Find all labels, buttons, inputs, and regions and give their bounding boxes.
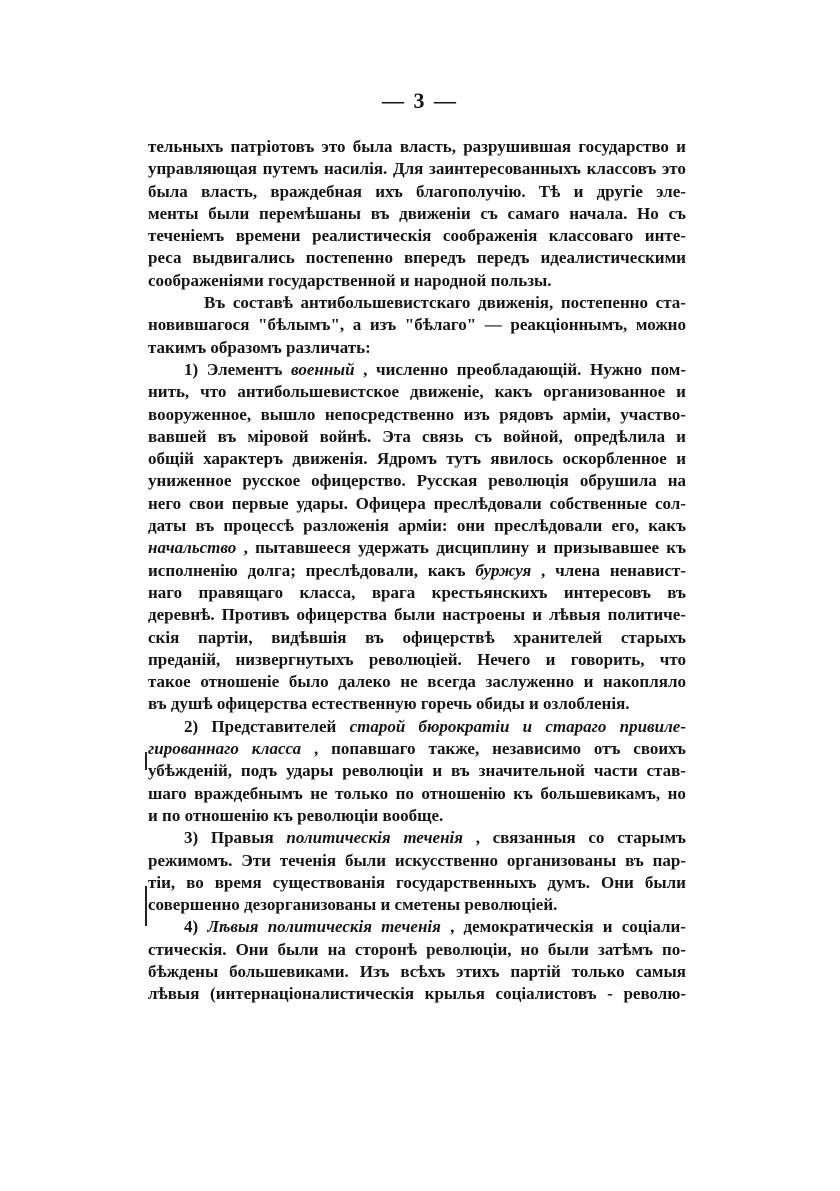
text-line: Въ составѣ антибольшевистскаго движенія, постепенно ста- [204, 293, 686, 313]
text-line: униженное русское офицерство. Русская революція обрушила на [148, 471, 686, 491]
page-number: — 3 — [382, 88, 458, 113]
text-line: шаго враждебнымъ не только по отношенію къ большевикамъ, но [148, 783, 686, 803]
text-line: 3) Правыя политическія теченія , связанныя со старымъ [184, 828, 686, 848]
text-line: него свои первые удары. Офицера преслѣдовали собственные сол- [148, 493, 686, 513]
text-line: такимъ образомъ различать: [148, 337, 371, 357]
text-line: убѣжденій, подъ удары революціи и въ значительной части став- [148, 761, 686, 781]
text-line: въ душѣ офицерства естественную горечь обиды и озлобленія. [148, 694, 630, 714]
margin-mark [145, 752, 147, 770]
text-line: была власть, враждебная ихъ благополучію. Тѣ и другіе эле- [148, 181, 686, 201]
text-line: деревнѣ. Противъ офицерства были настроены и лѣвыя политиче- [148, 605, 686, 625]
text-line: вавшей въ міровой войнѣ. Эта связь съ войной, опредѣлила и [148, 426, 686, 446]
text-line: 2) Представителей старой бюрократіи и стараго привиле- [184, 716, 686, 736]
text-line: скія партіи, видѣвшія въ офицерствѣ хранителей старыхъ [148, 627, 686, 647]
text-line: даты въ процессѣ разложенія арміи: они преслѣдовали его, какъ [148, 516, 686, 536]
text-line: общій характеръ движенія. Ядромъ тутъ явилось оскорбленное и [148, 449, 686, 469]
text-line: и по отношенію къ революціи вообще. [148, 805, 444, 825]
text-line: наго правящаго класса, врага крестьянскихъ интересовъ въ [148, 582, 686, 602]
text-line: такое отношеніе было далеко не всегда заслуженно и накопляло [148, 672, 686, 692]
text-line: соображеніями государственной и народной пользы. [148, 270, 552, 290]
text-line: гированнаго класса , попавшаго также, независимо отъ своихъ [148, 739, 686, 759]
text-line: стическія. Они были на сторонѣ революціи, но были затѣмъ по- [148, 939, 686, 959]
text-line: совершенно дезорганизованы и сметены революціей. [148, 895, 558, 915]
text-line: преданій, низвергнутыхъ революціей. Нечего и говорить, что [148, 649, 686, 669]
text-line: начальство , пытавшееся удержать дисциплину и призывавшее къ [148, 538, 686, 558]
text-line: вооруженное, вышло непосредственно изъ рядовъ арміи, участво- [148, 404, 686, 424]
text-line: тіи, во время существованія государственныхъ думъ. Они были [148, 872, 686, 892]
text-line: новившагося "бѣлымъ", а изъ "бѣлаго" — реакціоннымъ, можно [148, 315, 686, 335]
text-line: 1) Элементъ военный , численно преобладающій. Нужно пом- [184, 359, 686, 379]
text-line: управляющая путемъ насилія. Для заинтересованныхъ классовъ это [148, 159, 686, 179]
text-line: теченіемъ времени реалистическія соображенія классоваго инте- [148, 226, 686, 246]
margin-mark [145, 886, 147, 926]
text-line: нить, что антибольшевистское движеніе, какъ организованное и [148, 382, 686, 402]
text-line: лѣвыя (интернаціоналистическія крылья соціалистовъ - револю- [148, 984, 686, 1004]
text-line: реса выдвигались постепенно впередъ передъ идеалистическими [148, 248, 686, 268]
text-line: тельныхъ патріотовъ это была власть, разрушившая государство и [148, 137, 686, 156]
text-line: исполненію долга; преслѣдовали, какъ буржуя , члена ненавист- [148, 560, 686, 580]
text-line: 4) Лѣвыя политическія теченія , демократическія и соціали- [184, 917, 686, 937]
text-line: менты были перемѣшаны въ движеніи съ самаго начала. Но съ [148, 203, 686, 223]
body-text [148, 136, 686, 1006]
text-line: режимомъ. Эти теченія были искусственно организованы въ пар- [148, 850, 686, 870]
text-line: бѣждены большевиками. Изъ всѣхъ этихъ партій только самыя [148, 961, 686, 981]
